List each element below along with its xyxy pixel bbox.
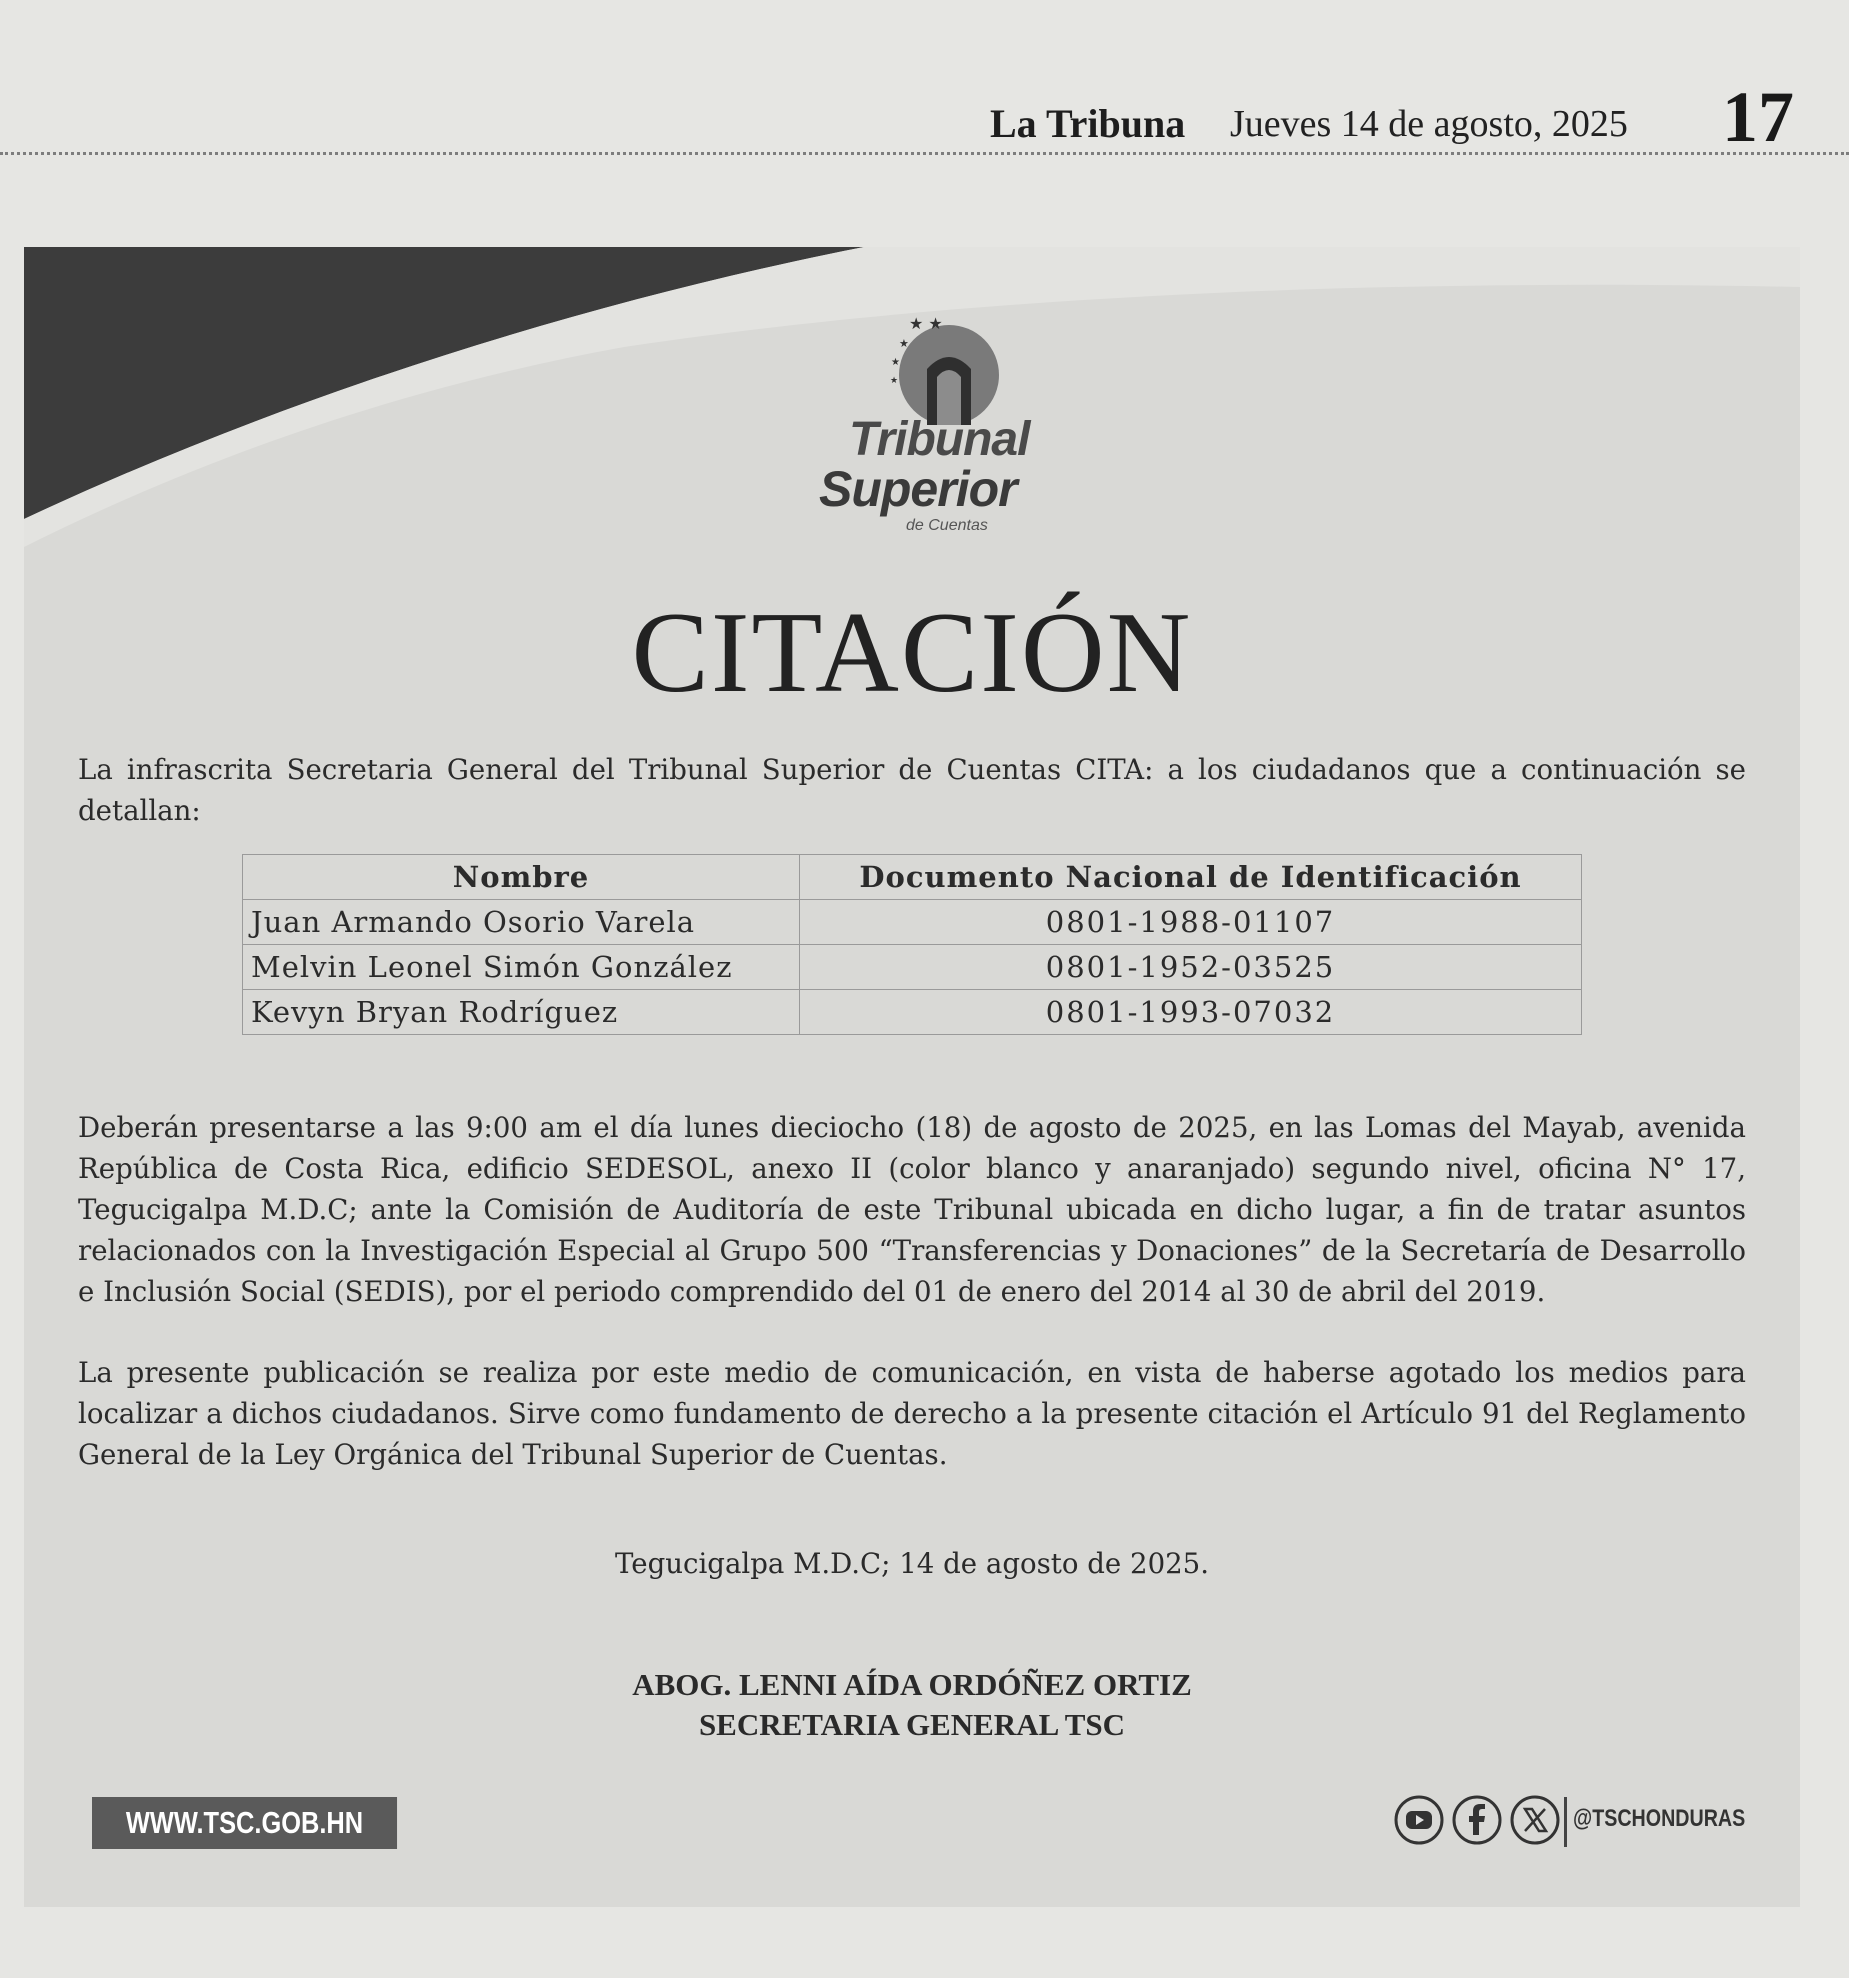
table-row [243,945,1582,990]
publication-date: Jueves 14 de agosto, 2025 [1230,103,1628,145]
signatory-name: ABOG. LENNI AÍDA ORDÓÑEZ ORTIZ [632,1667,1192,1702]
appointment-paragraph: Deberán presentarse a las 9:00 am el día lunes dieciocho (18) de agosto de 2025, en las Lomas del Mayab, avenida República de Costa Rica, edificio SEDESOL, anexo II (color blanco y anaranjado) segundo nivel, oficina N° 17, Tegucigalpa M.D.C; ante la Comisión de Auditoría de este Tribunal ubicada en dicho lugar, a fin de tratar asuntos relacionados con la Investigación Especial al Grupo 500 “Transferencias y Donaciones” de la Secretaría de Desarrollo e Inclusión Social (SEDIS), por el periodo comprendido del 01 de enero del 2014 al 30 de abril del 2019. [78,1111,1746,1308]
citizen-name: Juan Armando Osorio Varela [243,900,800,945]
svg-text:★ ★: ★ ★ [909,314,943,333]
column-header-id: Documento Nacional de Identificación [800,855,1582,900]
svg-text:★: ★ [890,376,899,386]
x-icon[interactable] [1510,1795,1560,1845]
page-number: 17 [1722,77,1794,157]
signature-block [24,1665,1800,1745]
newspaper-header [0,70,1849,160]
website-link[interactable]: WWW.TSC.GOB.HN [92,1797,397,1849]
logo-word-de-cuentas: de Cuentas [906,517,988,534]
citizen-id: 0801-1988-01107 [800,900,1582,945]
table-header-row [243,855,1582,900]
signatory-title: SECRETARIA GENERAL TSC [698,1707,1126,1742]
header-divider [0,152,1849,155]
logo-word-tribunal: Tribunal [849,413,1030,466]
intro-paragraph: La infrascrita Secretaria General del Tribunal Superior de Cuentas CITA: a los ciudadanos que a continuación se detallan: [78,753,1746,827]
citizen-name: Kevyn Bryan Rodríguez [243,990,800,1035]
table-row [243,900,1582,945]
social-handle[interactable]: @TSCHONDURAS [1573,1805,1746,1832]
youtube-icon[interactable] [1394,1795,1444,1845]
citizen-name: Melvin Leonel Simón González [243,945,800,990]
place-and-date: Tegucigalpa M.D.C; 14 de agosto de 2025. [614,1547,1210,1580]
notice-title: CITACIÓN [631,589,1193,717]
citizen-id: 0801-1952-03525 [800,945,1582,990]
newspaper-name: La Tribuna [990,101,1186,146]
citation-notice [24,247,1800,1907]
logo-word-superior: Superior [819,461,1017,517]
social-links [1370,1795,1770,1855]
svg-text:★: ★ [891,357,900,368]
column-header-name: Nombre [243,855,800,900]
citizens-table [242,854,1582,1035]
legal-basis-paragraph: La presente publicación se realiza por este medio de comunicación, en vista de haberse agotado los medios para localizar a dichos ciudadanos. Sirve como fundamento de derecho a la presente citación el Artículo 91 del Reglamento General de la Ley Orgánica del Tribunal Superior de Cuentas. [78,1356,1746,1471]
table-row [243,990,1582,1035]
tsc-logo [799,307,1099,547]
svg-text:★: ★ [899,337,909,350]
facebook-icon[interactable] [1452,1795,1502,1845]
social-separator [1564,1797,1567,1847]
citizen-id: 0801-1993-07032 [800,990,1582,1035]
